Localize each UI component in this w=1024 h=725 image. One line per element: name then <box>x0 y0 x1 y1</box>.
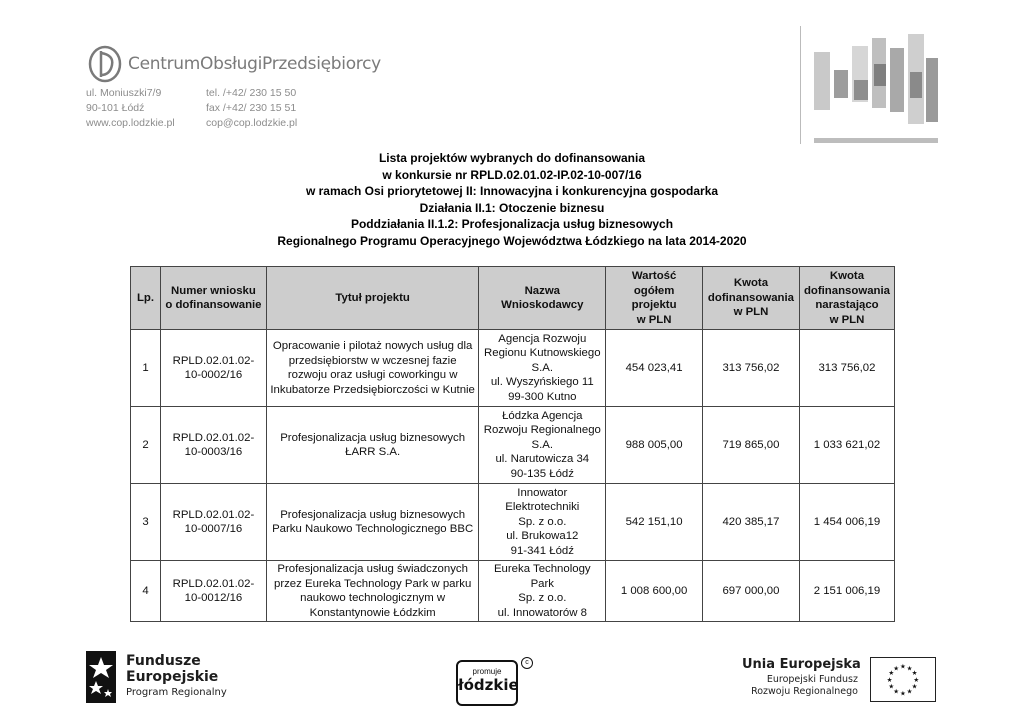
cell-nazwa: Innowator Elektrotechniki Sp. z o.o. ul. Brukowa12 91-341 Łódź <box>479 484 606 561</box>
cell-numer: RPLD.02.01.02- 10-0012/16 <box>160 561 266 622</box>
eu-star-icon: ★ <box>906 665 913 673</box>
ue-line-2: Rozwoju Regionalnego <box>751 686 858 697</box>
cell-narastajaco: 1 033 621,02 <box>799 407 894 484</box>
cell-numer: RPLD.02.01.02- 10-0007/16 <box>160 484 266 561</box>
header-nazwa: Nazwa Wnioskodawcy <box>479 267 606 330</box>
header-narastajaco: Kwota dofinansowania narastająco w PLN <box>799 267 894 330</box>
cell-tytul: Opracowanie i pilotaż nowych usług dla przedsiębiorstw w wczesnej fazie rozwoju oraz usługi coworkingu w Inkubatorze Przedsiębiorczości w Kutnie <box>266 330 478 407</box>
title-line-5: Poddziałania II.1.2: Profesjonalizacja usług biznesowych <box>350 217 674 231</box>
table-row <box>131 407 895 484</box>
address-city: 90-101 Łódź <box>86 102 145 114</box>
eu-star-icon: ★ <box>886 676 893 684</box>
promuje-lodzkie-logo <box>456 660 518 706</box>
cell-narastajaco: 1 454 006,19 <box>799 484 894 561</box>
star-shapes-icon <box>84 649 118 705</box>
projects-table <box>130 266 895 622</box>
eu-star-icon: ★ <box>911 670 918 678</box>
cop-logo <box>88 44 381 84</box>
title-line-1: Lista projektów wybranych do dofinansowania <box>378 151 646 165</box>
cell-narastajaco: 2 151 006,19 <box>799 561 894 622</box>
ue-title: Unia Europejska <box>742 657 861 672</box>
cop-logo-name: CentrumObsługiPrzedsiębiorcy <box>128 54 381 74</box>
header-wartosc: Wartość ogółem projektu w PLN <box>606 267 703 330</box>
cell-lp: 4 <box>131 561 161 622</box>
title-line-3: w ramach Osi priorytetowej II: Innowacyjna i konkurencyjna gospodarka <box>305 184 719 198</box>
table-header-row <box>131 267 895 330</box>
eu-star-icon: ★ <box>893 688 900 696</box>
cell-kwota: 697 000,00 <box>702 561 799 622</box>
title-line-6: Regionalnego Programu Operacyjnego Województwa Łódzkiego na lata 2014-2020 <box>277 233 747 248</box>
fe-line-3: Program Regionalny <box>126 687 227 698</box>
fundusze-europejskie-logo <box>84 649 227 705</box>
cell-numer: RPLD.02.01.02- 10-0002/16 <box>160 330 266 407</box>
header-kwota: Kwota dofinansowania w PLN <box>702 267 799 330</box>
contact-block <box>86 86 298 131</box>
eu-star-icon: ★ <box>913 676 920 684</box>
copyright-mark: c <box>521 657 533 669</box>
cell-kwota: 420 385,17 <box>702 484 799 561</box>
header-lp: Lp. <box>131 267 161 330</box>
website-link[interactable]: www.cop.lodzkie.pl <box>86 117 175 129</box>
cell-nazwa: Łódzka Agencja Rozwoju Regionalnego S.A. ul. Narutowicza 34 90-135 Łódź <box>479 407 606 484</box>
eu-star-icon: ★ <box>893 665 900 673</box>
title-line-4: Działania II.1: Otoczenie biznesu <box>419 200 605 215</box>
cell-nazwa: Eureka Technology Park Sp. z o.o. ul. Innowatorów 8 <box>479 561 606 622</box>
cell-lp: 1 <box>131 330 161 407</box>
cell-wartosc: 454 023,41 <box>606 330 703 407</box>
table-row <box>131 561 895 622</box>
ue-line-1: Europejski Fundusz <box>766 674 858 685</box>
eu-star-icon: ★ <box>888 683 895 691</box>
eu-star-icon: ★ <box>900 690 906 698</box>
eu-star-icon: ★ <box>906 688 913 696</box>
cell-kwota: 719 865,00 <box>702 407 799 484</box>
header-tytul: Tytuł projektu <box>266 267 478 330</box>
eu-star-icon: ★ <box>888 670 895 678</box>
table-row <box>131 484 895 561</box>
header-numer: Numer wniosku o dofinansowanie <box>160 267 266 330</box>
eu-star-icon: ★ <box>911 683 918 691</box>
header-divider <box>800 26 801 144</box>
fax: fax /+42/ 230 15 51 <box>206 102 297 114</box>
decorative-blocks-graphic <box>812 28 942 146</box>
cell-kwota: 313 756,02 <box>702 330 799 407</box>
cell-nazwa: Agencja Rozwoju Regionu Kutnowskiego S.A. ul. Wyszyńskiego 11 99-300 Kutno <box>479 330 606 407</box>
fe-line-1: Fundusze <box>126 653 201 669</box>
cell-wartosc: 542 151,10 <box>606 484 703 561</box>
cell-lp: 3 <box>131 484 161 561</box>
ue-logo-text <box>742 656 861 698</box>
cell-tytul: Profesjonalizacja usług świadczonych przez Eureka Technology Park w parku naukowo technologicznym w Konstantynowie Łódzkim <box>266 561 478 622</box>
cell-lp: 2 <box>131 407 161 484</box>
cell-narastajaco: 313 756,02 <box>799 330 894 407</box>
cop-logo-icon <box>88 45 122 83</box>
table-row <box>131 330 895 407</box>
phone: tel. /+42/ 230 15 50 <box>206 87 297 99</box>
promuje-text: promuje <box>472 667 502 676</box>
email-link[interactable]: cop@cop.lodzkie.pl <box>206 117 298 129</box>
cell-tytul: Profesjonalizacja usług biznesowych ŁARR S.A. <box>266 407 478 484</box>
cell-wartosc: 1 008 600,00 <box>606 561 703 622</box>
cell-numer: RPLD.02.01.02- 10-0003/16 <box>160 407 266 484</box>
title-line-2: w konkursie nr RPLD.02.01.02-IP.02-10-007/16 <box>382 167 642 182</box>
eu-star-icon: ★ <box>900 663 906 671</box>
lodzkie-text: łódzkie <box>458 676 519 694</box>
cell-wartosc: 988 005,00 <box>606 407 703 484</box>
address-street: ul. Moniuszki7/9 <box>86 87 162 99</box>
document-title <box>0 150 1024 249</box>
cell-tytul: Profesjonalizacja usług biznesowych Parku Naukowo Technologicznego BBC <box>266 484 478 561</box>
fe-line-2: Europejskie <box>126 669 219 685</box>
eu-flag-icon <box>870 657 936 702</box>
